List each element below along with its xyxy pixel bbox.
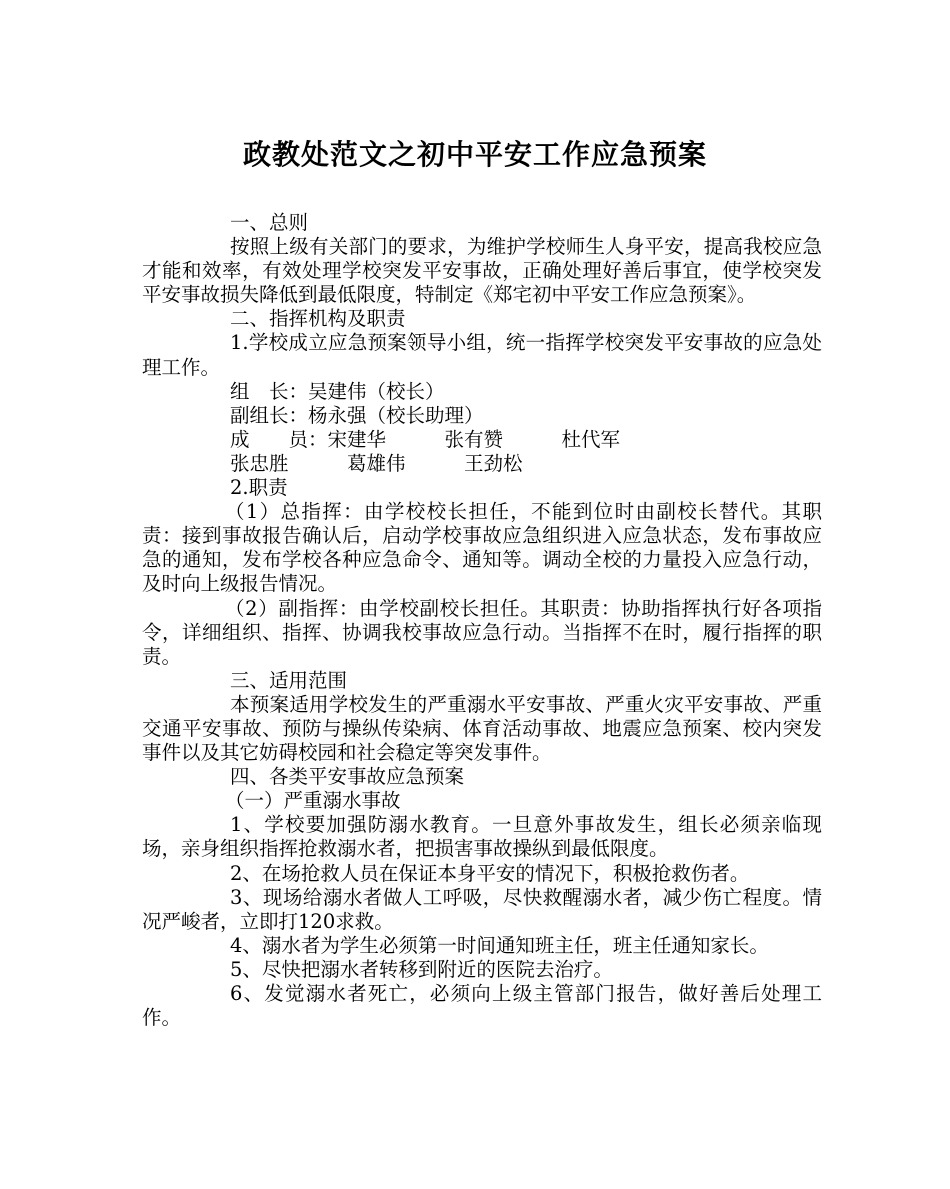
paragraph-drowning-3: 3、现场给溺水者做人工呼吸，尽快救醒溺水者，减少伤亡程度。情况严峻者，立即打120求救。: [142, 885, 822, 933]
section-heading-scope: 三、适用范围: [230, 668, 348, 692]
line-group-leader: 组 长：吴建伟（校长）: [230, 379, 445, 403]
line-members: 成 员：宋建华 张有赞 杜代军: [230, 427, 621, 451]
paragraph-scope: 本预案适用学校发生的严重溺水平安事故、严重火灾平安事故、严重交通平安事故、预防与操纵传染病、体育活动事故、地震应急预案、校内突发事件以及其它妨碍校园和社会稳定等突发事件。: [142, 692, 822, 765]
document-title: 政教处范文之初中平安工作应急预案: [242, 138, 707, 171]
section-heading-general: 一、总则: [230, 211, 309, 234]
line-deputy-leader: 副组长：杨永强（校长助理）: [230, 403, 484, 427]
paragraph-general: 按照上级有关部门的要求，为维护学校师生人身平安，提高我校应急才能和效率，有效处理学校突发平安事故，正确处理好善后事宜，使学校突发平安事故损失降低到最低限度，特制定《郑宅初中平安工作应急预案》。: [142, 235, 822, 307]
paragraph-drowning-6: 6、发觉溺水者死亡，必须向上级主管部门报告，做好善后处理工作。: [142, 982, 822, 1030]
paragraph-drowning-1: 1、学校要加强防溺水教育。一旦意外事故发生，组长必须亲临现场，亲身组织指挥抢救溺水者，把损害事故操纵到最低限度。: [142, 813, 822, 861]
paragraph-drowning-5: 5、尽快把溺水者转移到附近的医院去治疗。: [230, 957, 613, 981]
paragraph-chief-commander: （1）总指挥：由学校校长担任，不能到位时由副校长替代。其职责：接到事故报告确认后，启动学校事故应急组织进入应急状态，发布事故应急的通知，发布学校各种应急命令、通知等。调动全校的力量投入应急行动，及时向上级报告情况。: [142, 500, 822, 596]
paragraph-leadership-group: 1.学校成立应急预案领导小组，统一指挥学校突发平安事故的应急处理工作。: [142, 331, 822, 379]
section-heading-command: 二、指挥机构及职责: [230, 307, 406, 331]
line-members-continued: 张忠胜 葛雄伟 王劲松: [230, 451, 523, 475]
paragraph-drowning-2: 2、在场抢救人员在保证本身平安的情况下，积极抢救伤者。: [230, 861, 750, 885]
section-heading-emergency-plans: 四、各类平安事故应急预案: [230, 765, 465, 789]
paragraph-drowning-4: 4、溺水者为学生必须第一时间通知班主任，班主任通知家长。: [230, 933, 769, 957]
document-body: [142, 211, 822, 1030]
subheading-duties: 2.职责: [230, 476, 288, 500]
subheading-drowning: （一）严重溺水事故: [225, 789, 401, 813]
paragraph-deputy-commander: （2）副指挥：由学校副校长担任。其职责：协助指挥执行好各项指令，详细组织、指挥、协调我校事故应急行动。当指挥不在时，履行指挥的职责。: [142, 596, 822, 668]
